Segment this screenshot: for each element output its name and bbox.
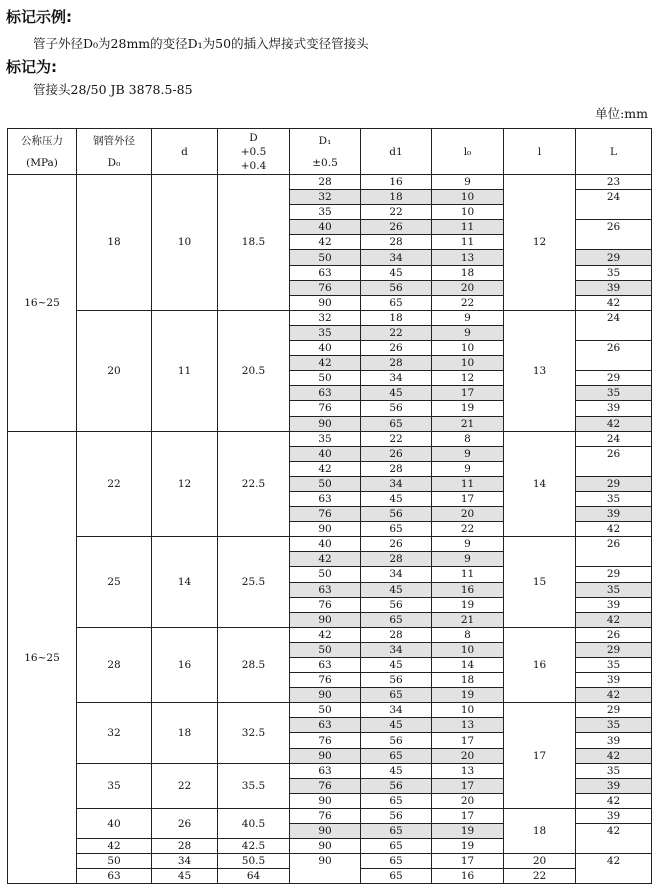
cell-L: 42 [576, 854, 652, 884]
cell-d1-outer: 90 [290, 522, 361, 537]
cell-L: 42 [576, 612, 652, 627]
cell-L: 26 [576, 446, 652, 476]
cell-d1: 65 [361, 854, 432, 869]
cell-d1: 16 [361, 175, 432, 190]
cell-d1-outer: 50 [290, 371, 361, 386]
cell-d1-outer: 40 [290, 446, 361, 461]
cell-L: 29 [576, 476, 652, 491]
cell-d1: 65 [361, 869, 432, 884]
header-l: l [504, 129, 576, 175]
cell-L: 35 [576, 386, 652, 401]
cell-d1: 65 [361, 839, 432, 854]
cell-d1-outer: 42 [290, 461, 361, 476]
cell-d1: 45 [361, 582, 432, 597]
cell-d1: 65 [361, 688, 432, 703]
cell-l0: 11 [432, 476, 504, 491]
cell-d1-outer: 90 [290, 748, 361, 763]
table-row [8, 431, 652, 446]
cell-L: 39 [576, 401, 652, 416]
cell-l0: 19 [432, 401, 504, 416]
cell-d1-outer: 90 [290, 416, 361, 431]
cell-l0: 17 [432, 386, 504, 401]
cell-d1-outer: 42 [290, 235, 361, 250]
cell-d1: 56 [361, 673, 432, 688]
cell-L: 42 [576, 748, 652, 763]
cell-l0: 21 [432, 612, 504, 627]
cell-l: 17 [504, 703, 576, 809]
cell-l0: 19 [432, 824, 504, 839]
cell-L: 29 [576, 703, 652, 718]
cell-d1: 45 [361, 763, 432, 778]
cell-d0: 42 [77, 839, 152, 854]
cell-d1-outer: 50 [290, 703, 361, 718]
cell-l: 22 [504, 869, 576, 884]
cell-l: 16 [504, 627, 576, 702]
cell-l0: 16 [432, 582, 504, 597]
cell-L: 39 [576, 808, 652, 823]
cell-d1-outer: 63 [290, 386, 361, 401]
cell-d1: 22 [361, 431, 432, 446]
cell-l0: 10 [432, 703, 504, 718]
cell-d1-outer: 50 [290, 567, 361, 582]
cell-d1: 34 [361, 476, 432, 491]
header-L: L [576, 129, 652, 175]
cell-l0: 17 [432, 733, 504, 748]
cell-d: 28 [152, 839, 218, 854]
cell-d0: 40 [77, 808, 152, 838]
cell-d1: 56 [361, 401, 432, 416]
cell-d1: 56 [361, 280, 432, 295]
cell-l0: 11 [432, 220, 504, 235]
cell-d0: 63 [77, 869, 152, 884]
cell-l: 13 [504, 310, 576, 431]
cell-l: 12 [504, 175, 576, 311]
cell-l0: 19 [432, 597, 504, 612]
cell-d1: 65 [361, 824, 432, 839]
cell-l0: 22 [432, 295, 504, 310]
cell-d1: 45 [361, 718, 432, 733]
cell-L: 42 [576, 522, 652, 537]
cell-d0: 20 [77, 310, 152, 431]
cell-d1: 56 [361, 733, 432, 748]
cell-d1-outer: 35 [290, 205, 361, 220]
cell-l0: 10 [432, 190, 504, 205]
cell-d1-outer: 35 [290, 431, 361, 446]
cell-d1: 56 [361, 808, 432, 823]
cell-d: 20.5 [218, 310, 290, 431]
cell-d1: 18 [361, 190, 432, 205]
cell-d1-outer: 50 [290, 250, 361, 265]
cell-L: 39 [576, 673, 652, 688]
cell-l0: 9 [432, 310, 504, 325]
cell-l0: 9 [432, 461, 504, 476]
cell-d: 32.5 [218, 703, 290, 763]
cell-d1: 26 [361, 220, 432, 235]
marking-example-heading: 标记示例: [6, 8, 72, 26]
cell-d1: 45 [361, 491, 432, 506]
cell-d: 35.5 [218, 763, 290, 808]
cell-l0: 16 [432, 869, 504, 884]
cell-d1: 65 [361, 416, 432, 431]
cell-d: 64 [218, 869, 290, 884]
cell-d1: 26 [361, 446, 432, 461]
header-l0: l₀ [432, 129, 504, 175]
cell-l0: 19 [432, 688, 504, 703]
cell-d1-outer: 42 [290, 552, 361, 567]
cell-l0: 10 [432, 642, 504, 657]
table-row [8, 703, 652, 718]
cell-d1: 22 [361, 205, 432, 220]
cell-l0: 9 [432, 175, 504, 190]
cell-L: 35 [576, 763, 652, 778]
cell-d1-outer: 42 [290, 627, 361, 642]
cell-l0: 12 [432, 371, 504, 386]
cell-L: 35 [576, 718, 652, 733]
cell-d1: 65 [361, 612, 432, 627]
cell-d: 45 [152, 869, 218, 884]
cell-d: 22.5 [218, 431, 290, 537]
cell-d: 42.5 [218, 839, 290, 854]
cell-d0: 22 [77, 431, 152, 537]
cell-l0: 14 [432, 658, 504, 673]
cell-d1-outer: 40 [290, 220, 361, 235]
table-header-row [8, 129, 652, 175]
cell-l0: 9 [432, 325, 504, 340]
cell-d1-outer: 76 [290, 733, 361, 748]
cell-d1-outer: 32 [290, 190, 361, 205]
cell-l0: 10 [432, 356, 504, 371]
marked-as-heading: 标记为: [6, 58, 57, 76]
cell-L: 24 [576, 190, 652, 220]
cell-L: 29 [576, 567, 652, 582]
cell-d1: 65 [361, 748, 432, 763]
cell-d: 18.5 [218, 175, 290, 311]
cell-d: 25.5 [218, 537, 290, 628]
cell-d1-outer: 63 [290, 658, 361, 673]
cell-l0: 20 [432, 507, 504, 522]
cell-L: 39 [576, 507, 652, 522]
cell-d1-outer: 50 [290, 476, 361, 491]
cell-d1-outer: 90 [290, 854, 361, 884]
cell-l0: 18 [432, 265, 504, 280]
cell-d1: 65 [361, 793, 432, 808]
header-D: D +0.5 +0.4 [218, 129, 290, 175]
cell-d1-outer: 63 [290, 491, 361, 506]
cell-d: 26 [152, 808, 218, 838]
cell-d1: 56 [361, 507, 432, 522]
cell-L: 35 [576, 491, 652, 506]
cell-d: 22 [152, 763, 218, 808]
cell-d1: 45 [361, 386, 432, 401]
table-row [8, 310, 652, 325]
cell-d1: 28 [361, 235, 432, 250]
cell-L: 26 [576, 220, 652, 250]
cell-L: 42 [576, 295, 652, 310]
cell-d1-outer: 40 [290, 341, 361, 356]
cell-d1-outer: 76 [290, 778, 361, 793]
cell-l0: 9 [432, 552, 504, 567]
cell-l: 14 [504, 431, 576, 537]
cell-d1: 34 [361, 250, 432, 265]
cell-d1: 65 [361, 522, 432, 537]
cell-l0: 17 [432, 491, 504, 506]
cell-l0: 8 [432, 627, 504, 642]
cell-l0: 17 [432, 808, 504, 823]
table-row [8, 854, 652, 869]
cell-d0: 32 [77, 703, 152, 763]
cell-d1-outer: 76 [290, 280, 361, 295]
cell-d1-outer: 76 [290, 673, 361, 688]
cell-l0: 17 [432, 778, 504, 793]
cell-d1: 28 [361, 356, 432, 371]
cell-d1: 22 [361, 325, 432, 340]
cell-l0: 20 [432, 793, 504, 808]
cell-L: 26 [576, 341, 652, 371]
table-row [8, 537, 652, 552]
cell-l0: 17 [432, 854, 504, 869]
cell-d: 11 [152, 310, 218, 431]
cell-d: 28.5 [218, 627, 290, 702]
cell-L: 39 [576, 733, 652, 748]
marking-example-text: 管子外径D₀为28mm的变径D₁为50的插入焊接式变径管接头 [33, 36, 369, 51]
cell-L: 24 [576, 431, 652, 446]
cell-L: 42 [576, 688, 652, 703]
table-row [8, 175, 652, 190]
cell-d1: 34 [361, 371, 432, 386]
cell-d1-outer: 63 [290, 582, 361, 597]
cell-l0: 18 [432, 673, 504, 688]
cell-d: 18 [152, 703, 218, 763]
cell-d1-outer: 90 [290, 612, 361, 627]
pressure-cell: 16~25 [8, 431, 77, 884]
cell-l0: 13 [432, 763, 504, 778]
cell-d1-outer: 32 [290, 310, 361, 325]
header-d1: d1 [361, 129, 432, 175]
cell-d1-outer: 76 [290, 401, 361, 416]
cell-L: 26 [576, 627, 652, 642]
cell-l0: 22 [432, 522, 504, 537]
cell-d1-outer: 90 [290, 688, 361, 703]
cell-l0: 19 [432, 839, 504, 854]
cell-d: 14 [152, 537, 218, 628]
cell-d1: 65 [361, 295, 432, 310]
cell-d1-outer: 35 [290, 325, 361, 340]
cell-d1-outer: 76 [290, 597, 361, 612]
cell-d1-outer: 90 [290, 793, 361, 808]
cell-d1-outer: 28 [290, 175, 361, 190]
cell-d1-outer: 76 [290, 808, 361, 823]
cell-d1: 28 [361, 552, 432, 567]
cell-l0: 9 [432, 537, 504, 552]
cell-d1: 45 [361, 265, 432, 280]
cell-L: 35 [576, 265, 652, 280]
cell-l0: 10 [432, 205, 504, 220]
cell-L: 29 [576, 250, 652, 265]
cell-l0: 21 [432, 416, 504, 431]
cell-d: 16 [152, 627, 218, 702]
cell-d1: 28 [361, 627, 432, 642]
cell-l0: 10 [432, 341, 504, 356]
cell-L: 23 [576, 175, 652, 190]
cell-L: 42 [576, 793, 652, 808]
cell-l: 15 [504, 537, 576, 628]
cell-l: 20 [504, 854, 576, 869]
cell-d1: 56 [361, 778, 432, 793]
cell-l0: 8 [432, 431, 504, 446]
cell-L: 42 [576, 824, 652, 854]
table-row [8, 627, 652, 642]
cell-d1-outer: 63 [290, 265, 361, 280]
cell-d: 12 [152, 431, 218, 537]
cell-L: 42 [576, 416, 652, 431]
cell-d0: 28 [77, 627, 152, 702]
cell-d0: 25 [77, 537, 152, 628]
cell-d1: 28 [361, 461, 432, 476]
cell-L: 39 [576, 280, 652, 295]
dimensions-table [7, 128, 652, 884]
cell-d0: 35 [77, 763, 152, 808]
cell-d1-outer: 76 [290, 507, 361, 522]
cell-d1-outer: 40 [290, 537, 361, 552]
cell-l: 18 [504, 808, 576, 853]
cell-d: 10 [152, 175, 218, 311]
cell-l0: 20 [432, 280, 504, 295]
cell-d1-outer: 90 [290, 839, 361, 854]
cell-l0: 11 [432, 235, 504, 250]
cell-d1: 56 [361, 597, 432, 612]
cell-d1-outer: 42 [290, 356, 361, 371]
cell-L: 39 [576, 597, 652, 612]
cell-l0: 9 [432, 446, 504, 461]
marked-as-text: 管接头28/50 JB 3878.5-85 [33, 82, 193, 97]
pressure-cell: 16~25 [8, 175, 77, 432]
cell-d: 50.5 [218, 854, 290, 869]
cell-l0: 13 [432, 250, 504, 265]
cell-d1-outer: 90 [290, 824, 361, 839]
cell-d1: 34 [361, 642, 432, 657]
cell-d1-outer: 63 [290, 763, 361, 778]
cell-L: 29 [576, 642, 652, 657]
cell-d1: 45 [361, 658, 432, 673]
cell-l0: 11 [432, 567, 504, 582]
cell-L: 39 [576, 778, 652, 793]
cell-d: 40.5 [218, 808, 290, 838]
cell-l0: 20 [432, 748, 504, 763]
cell-d1-outer: 50 [290, 642, 361, 657]
header-D1: D₁ ±0.5 [290, 129, 361, 175]
unit-label: 单位:mm [595, 106, 648, 121]
header-d: d [152, 129, 218, 175]
cell-L: 24 [576, 310, 652, 340]
cell-l0: 13 [432, 718, 504, 733]
cell-d1: 26 [361, 537, 432, 552]
cell-L: 29 [576, 371, 652, 386]
cell-d1: 34 [361, 567, 432, 582]
table-row [8, 808, 652, 823]
cell-d1: 34 [361, 703, 432, 718]
cell-d0: 50 [77, 854, 152, 869]
cell-L: 26 [576, 537, 652, 567]
cell-L: 35 [576, 658, 652, 673]
cell-d0: 18 [77, 175, 152, 311]
cell-d1-outer: 63 [290, 718, 361, 733]
cell-d1: 18 [361, 310, 432, 325]
header-pressure: 公称压力 (MPa) [8, 129, 77, 175]
header-d0: 钢管外径 D₀ [77, 129, 152, 175]
cell-d1: 26 [361, 341, 432, 356]
cell-L: 35 [576, 582, 652, 597]
cell-d1-outer: 90 [290, 295, 361, 310]
cell-d: 34 [152, 854, 218, 869]
